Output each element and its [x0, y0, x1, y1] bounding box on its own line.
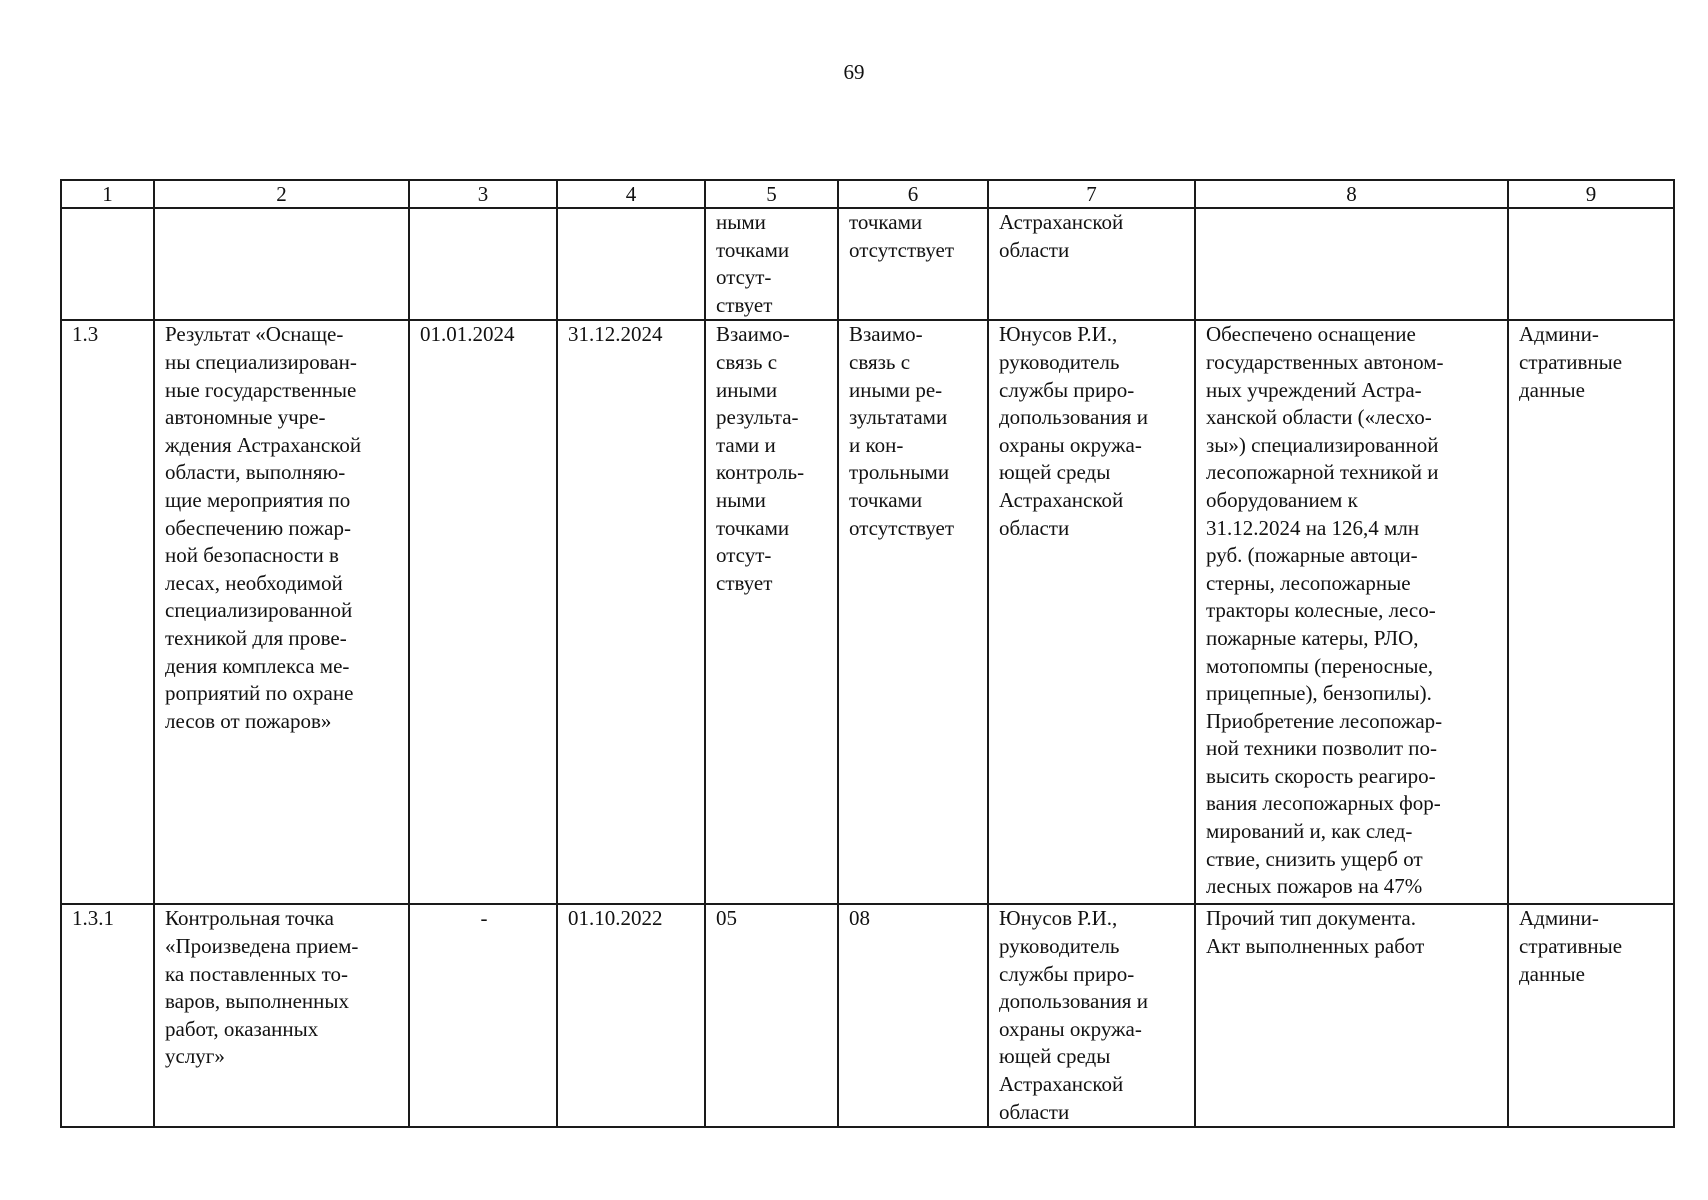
cell-description: Прочий тип документа. Акт выполненных работ — [1195, 904, 1508, 1127]
cell-description — [1195, 208, 1508, 320]
cell-number — [61, 208, 154, 320]
cell-description: Обеспечено оснащение государственных автоном- ных учреждений Астра- ханской области («лесхо- зы») специализированной лесопожарной техникой и оборудованием к 31.12.2024 на 126,4 млн руб. (пожарные автоци- стерны, лесопожарные тракторы колесные, лесо- пожарные катеры, РЛО, мотопомпы (переносные, прицепные), бензопилы). Приобретение лесопожар- ной техники позволит по- высить скорость реагиро- вания лесопожарных фор- мирований и, как след- ствие, снизить ущерб от лесных пожаров на 47% — [1195, 320, 1508, 904]
header-cell: 1 — [61, 180, 154, 208]
cell-responsible: Астраханской области — [988, 208, 1195, 320]
cell-col5: 05 — [705, 904, 838, 1127]
header-cell: 9 — [1508, 180, 1674, 208]
cell-end-date: 31.12.2024 — [557, 320, 705, 904]
cell-start-date: - — [409, 904, 557, 1127]
cell-name: Контрольная точка «Произведена прием- ка поставленных то- варов, выполненных работ, оказанных услуг» — [154, 904, 409, 1127]
cell-col5: ными точками отсут- ствует — [705, 208, 838, 320]
cell-end-date: 01.10.2022 — [557, 904, 705, 1127]
header-cell: 7 — [988, 180, 1195, 208]
header-cell: 6 — [838, 180, 988, 208]
table-row — [61, 320, 1674, 904]
header-cell: 3 — [409, 180, 557, 208]
cell-responsible: Юнусов Р.И., руководитель службы приро- допользования и охраны окружа- ющей среды Астраханской области — [988, 904, 1195, 1127]
cell-name — [154, 208, 409, 320]
cell-responsible: Юнусов Р.И., руководитель службы приро- допользования и охраны окружа- ющей среды Астраханской области — [988, 320, 1195, 904]
table-row — [61, 904, 1674, 1127]
data-table — [60, 179, 1675, 1128]
cell-source: Админи- стративные данные — [1508, 904, 1674, 1127]
cell-col6: точками отсутствует — [838, 208, 988, 320]
cell-source — [1508, 208, 1674, 320]
cell-col6: Взаимо- связь с иными ре- зультатами и кон- трольными точками отсутствует — [838, 320, 988, 904]
cell-number: 1.3.1 — [61, 904, 154, 1127]
cell-name: Результат «Оснаще- ны специализирован- ные государственные автономные учре- ждения Астраханской области, выполняю- щие мероприятия по обеспечению пожар- ной безопасности в лесах, необходимой специализированной техникой для прове- дения комплекса ме- роприятий по охране лесов от пожаров» — [154, 320, 409, 904]
header-cell: 8 — [1195, 180, 1508, 208]
cell-end-date — [557, 208, 705, 320]
cell-start-date — [409, 208, 557, 320]
cell-col5: Взаимо- связь с иными результа- тами и контроль- ными точками отсут- ствует — [705, 320, 838, 904]
cell-number: 1.3 — [61, 320, 154, 904]
header-cell: 4 — [557, 180, 705, 208]
table-header-row — [61, 180, 1674, 208]
header-cell: 2 — [154, 180, 409, 208]
cell-col6: 08 — [838, 904, 988, 1127]
page-number: 69 — [843, 60, 865, 84]
header-cell: 5 — [705, 180, 838, 208]
cell-start-date: 01.01.2024 — [409, 320, 557, 904]
table-row — [61, 208, 1674, 320]
cell-source: Админи- стративные данные — [1508, 320, 1674, 904]
